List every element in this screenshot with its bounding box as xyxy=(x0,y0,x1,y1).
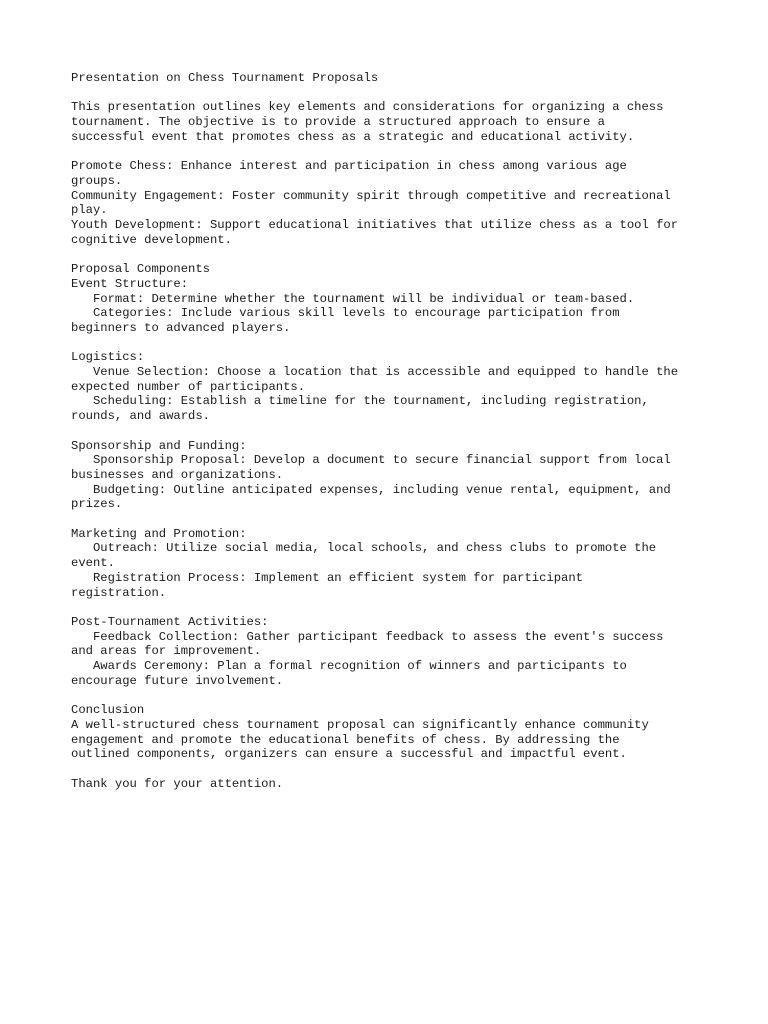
sponsorship-line: businesses and organizations. xyxy=(71,467,284,482)
section-heading: Marketing and Promotion: xyxy=(71,526,247,541)
logistics-line: rounds, and awards. xyxy=(71,409,210,424)
objectives-section xyxy=(71,159,711,247)
component-line: Format: Determine whether the tournament will be individual or team-based. xyxy=(71,291,635,306)
logistics-line: Venue Selection: Choose a location that is accessible and equipped to handle the xyxy=(71,365,679,379)
subsection-heading: Event Structure: xyxy=(71,276,189,291)
marketing-line: event. xyxy=(71,556,115,571)
objective-line: play. xyxy=(71,203,108,218)
component-line: Categories: Include various skill levels to encourage participation from xyxy=(71,306,620,321)
post-tournament-line: Awards Ceremony: Plan a formal recognition of winners and participants to xyxy=(71,659,627,674)
marketing-line: Registration Process: Implement an efficient system for participant xyxy=(71,570,583,585)
logistics-section xyxy=(71,350,711,424)
sponsorship-line: prizes. xyxy=(71,497,123,512)
objective-line: Youth Development: Support educational initiatives that utilize chess as a tool for xyxy=(71,218,679,232)
components-section xyxy=(71,262,711,336)
document-title: Presentation on Chess Tournament Proposals xyxy=(71,71,379,85)
spacer xyxy=(71,86,711,101)
marketing-section xyxy=(71,527,711,601)
objective-line: groups. xyxy=(71,173,123,188)
objective-line: Promote Chess: Enhance interest and participation in chess among various age xyxy=(71,159,627,174)
post-tournament-line: encourage future involvement. xyxy=(71,673,284,688)
objective-line: cognitive development. xyxy=(71,232,232,247)
intro-line: tournament. The objective is to provide a structured approach to ensure a xyxy=(71,115,605,130)
spacer xyxy=(71,762,711,777)
conclusion-section xyxy=(71,703,711,762)
spacer xyxy=(71,247,711,262)
post-tournament-line: Feedback Collection: Gather participant feedback to assess the event's success xyxy=(71,629,664,644)
post-tournament-section xyxy=(71,615,711,689)
spacer xyxy=(71,145,711,160)
post-tournament-line: and areas for improvement. xyxy=(71,644,262,659)
intro-paragraph xyxy=(71,100,711,144)
sponsorship-line: Sponsorship Proposal: Develop a document to secure financial support from local xyxy=(71,453,671,468)
conclusion-line: A well-structured chess tournament proposal can significantly enhance community xyxy=(71,717,649,732)
closing-line: Thank you for your attention. xyxy=(71,776,284,791)
document-page xyxy=(71,71,711,791)
logistics-line: expected number of participants. xyxy=(71,379,306,394)
sponsorship-section xyxy=(71,439,711,513)
marketing-line: Outreach: Utilize social media, local schools, and chess clubs to promote the xyxy=(71,541,657,556)
component-line: beginners to advanced players. xyxy=(71,320,291,335)
logistics-line: Scheduling: Establish a timeline for the tournament, including registration, xyxy=(71,394,649,409)
intro-line: successful event that promotes chess as a strategic and educational activity. xyxy=(71,129,635,144)
spacer xyxy=(71,600,711,615)
section-heading: Post-Tournament Activities: xyxy=(71,614,269,629)
marketing-line: registration. xyxy=(71,585,167,600)
conclusion-line: engagement and promote the educational benefits of chess. By addressing the xyxy=(71,732,620,747)
objective-line: Community Engagement: Foster community spirit through competitive and recreational xyxy=(71,188,671,203)
section-heading: Conclusion xyxy=(71,703,145,718)
sponsorship-line: Budgeting: Outline anticipated expenses, including venue rental, equipment, and xyxy=(71,482,671,497)
section-heading: Proposal Components xyxy=(71,262,210,277)
section-heading: Logistics: xyxy=(71,350,145,365)
spacer xyxy=(71,688,711,703)
spacer xyxy=(71,424,711,439)
conclusion-line: outlined components, organizers can ensure a successful and impactful event. xyxy=(71,747,627,762)
spacer xyxy=(71,512,711,527)
intro-line: This presentation outlines key elements and considerations for organizing a chess xyxy=(71,100,664,115)
section-heading: Sponsorship and Funding: xyxy=(71,438,247,453)
spacer xyxy=(71,336,711,351)
